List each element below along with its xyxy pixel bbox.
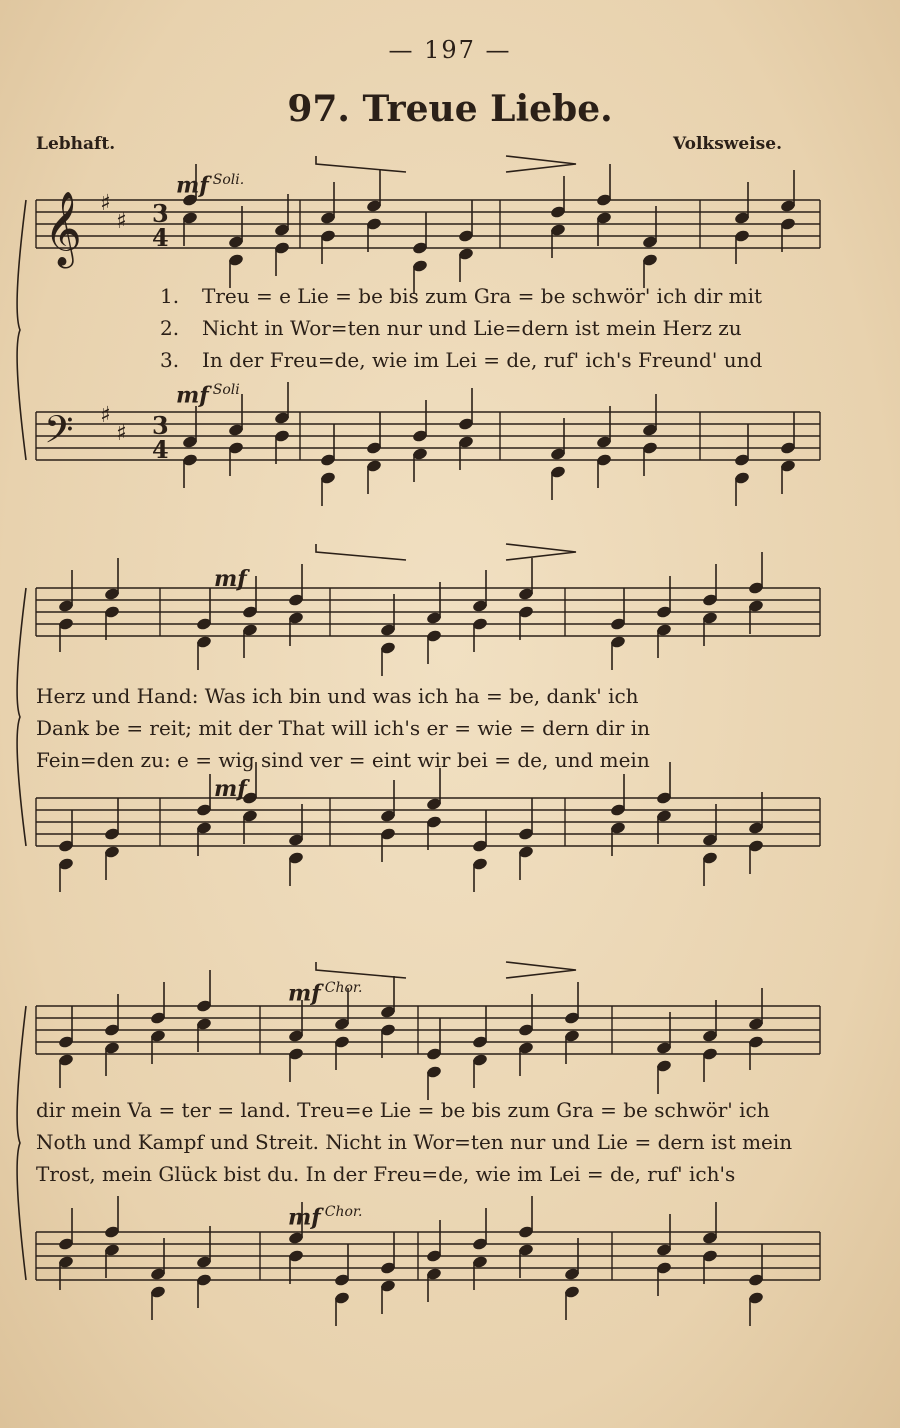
dynamic-mf-1: mf $^{Soli.}$ xyxy=(176,172,245,199)
page-number: — 197 — xyxy=(388,36,512,64)
svg-text:𝄢: 𝄢 xyxy=(44,407,74,461)
lyric-line: Fein=den zu: e = wig sind ver = eint wir bei = de, und mein xyxy=(36,748,650,772)
svg-text:♯: ♯ xyxy=(100,191,111,216)
svg-text:4: 4 xyxy=(152,435,169,464)
lyric-line: Herz und Hand: Was ich bin und was ich ha = be, dank' ich xyxy=(36,684,639,708)
svg-text:♯: ♯ xyxy=(100,403,111,428)
svg-text:3: 3 xyxy=(152,411,169,440)
song-title: 97. Treue Liebe. xyxy=(287,88,613,130)
svg-text:4: 4 xyxy=(152,223,169,252)
lyric-line: Noth und Kampf und Streit. Nicht in Wor=ten nur und Lie = dern ist mein xyxy=(36,1130,793,1154)
lyric-line: Trost, mein Glück bist du. In der Freu=de, wie im Lei = de, ruf' ich's xyxy=(36,1162,736,1186)
song-source: Volksweise. xyxy=(673,134,782,154)
dynamic-mf-5: mf $^{Chor.}$ xyxy=(288,980,363,1007)
dynamic-mf-4: mf xyxy=(214,776,247,802)
lyric-line: Dank be = reit; mit der That will ich's er = wie = dern dir in xyxy=(36,716,650,740)
lyric-verse-1: 1. Treu = e Lie = be bis zum Gra = be schwör' ich dir mit xyxy=(160,284,763,308)
clefs-and-signatures xyxy=(44,191,169,464)
svg-text:𝄞: 𝄞 xyxy=(44,192,82,266)
svg-text:3: 3 xyxy=(152,199,169,228)
dynamic-mf-2: mf $^{Soli}$ xyxy=(176,382,240,409)
dynamic-mf-6: mf $^{Chor.}$ xyxy=(288,1204,363,1231)
lyric-verse-2: 2. Nicht in Wor=ten nur und Lie=dern ist mein Herz zu xyxy=(160,316,742,340)
lyric-verse-3: 3. In der Freu=de, wie im Lei = de, ruf' ich's Freund' und xyxy=(160,348,763,372)
svg-text:♯: ♯ xyxy=(116,421,127,446)
tempo-marking: Lebhaft. xyxy=(36,134,116,154)
svg-text:♯: ♯ xyxy=(116,209,127,234)
dynamic-mf-3: mf xyxy=(214,566,247,592)
lyric-line: dir mein Va = ter = land. Treu=e Lie = be bis zum Gra = be schwör' ich xyxy=(36,1098,770,1122)
